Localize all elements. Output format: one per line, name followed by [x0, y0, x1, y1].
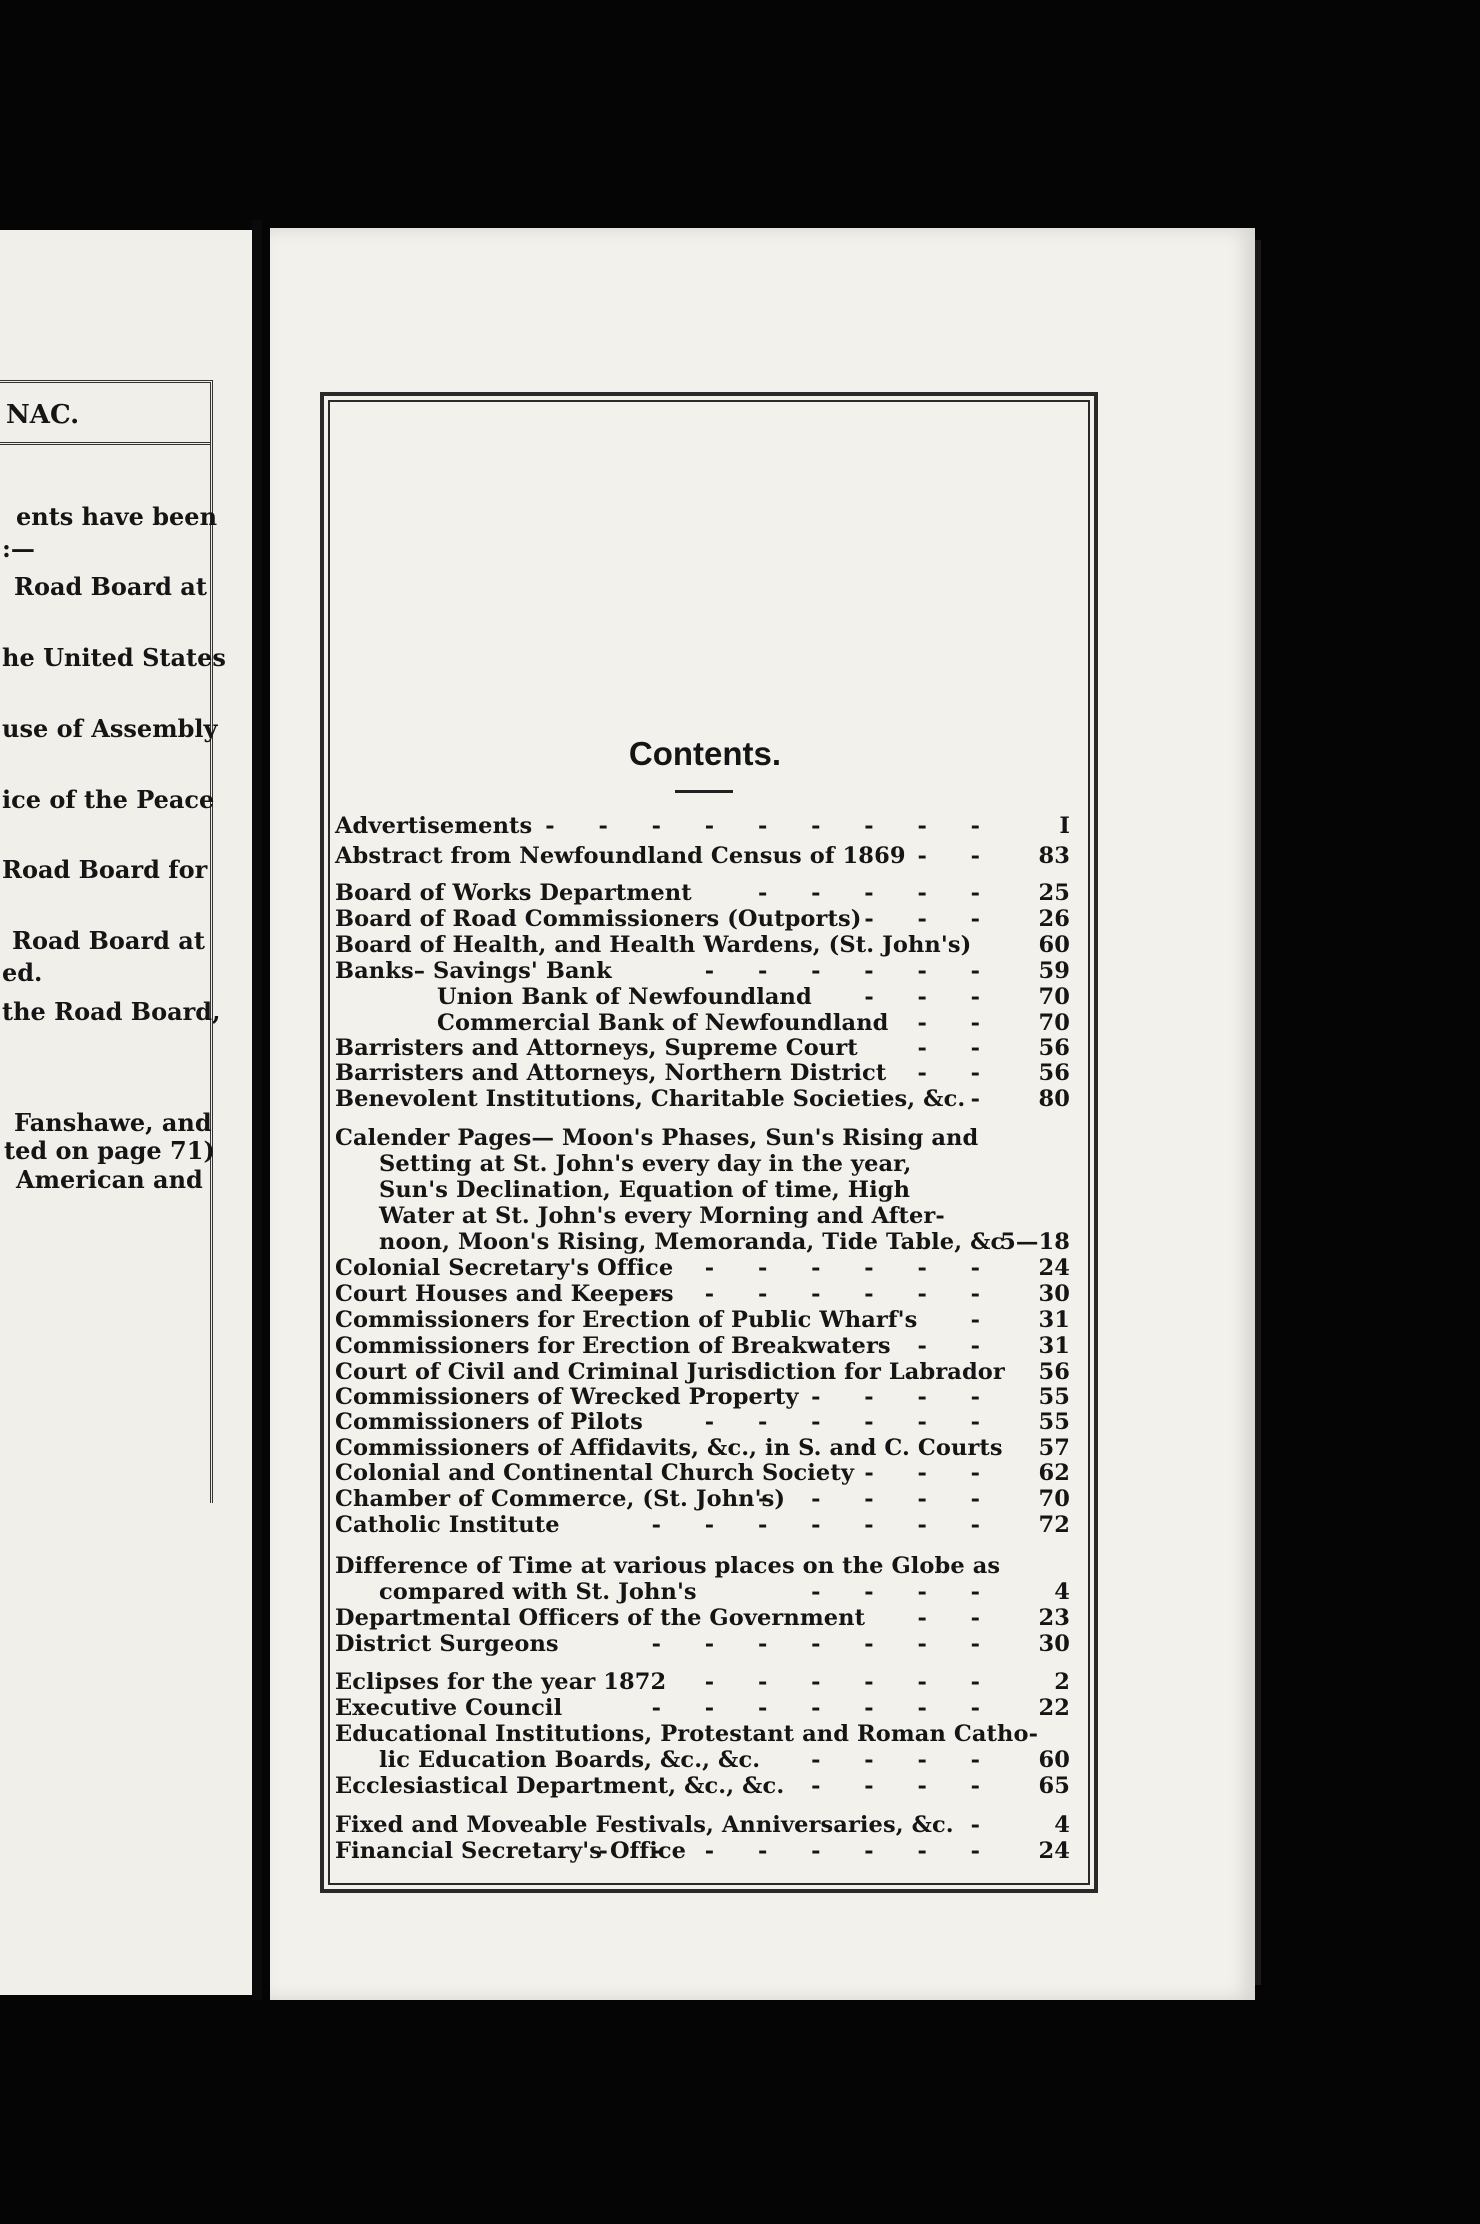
left-line: American and	[16, 1165, 203, 1194]
toc-entry: Commissioners of Wrecked Property - - - - 55	[335, 1384, 1070, 1410]
left-line: Road Board at	[14, 572, 207, 601]
toc-entry: Difference of Time at various places on the Globe as	[335, 1553, 1001, 1579]
toc-entry: Board of Works Department - - - - - 25	[335, 880, 1070, 906]
toc-entry: Board of Road Commissioners (Outports) - - - 26	[335, 906, 1070, 932]
left-line: use of Assembly	[2, 714, 218, 743]
toc-entry: noon, Moon's Rising, Memoranda, Tide Table, &c 5—18	[379, 1229, 1070, 1255]
toc-entry: Commissioners for Erection of Public Wharf's - 31	[335, 1307, 1070, 1333]
toc-entry: Union Bank of Newfoundland - - - 70	[437, 984, 1070, 1010]
toc-entry: Court Houses and Keepers - - - - - - - 30	[335, 1281, 1070, 1307]
left-line: :—	[2, 534, 35, 563]
left-line: ents have been	[16, 502, 218, 531]
left-line: Road Board for	[2, 855, 208, 884]
toc-entry: Catholic Institute - - - - - - - 72	[335, 1512, 1070, 1538]
toc-entry: Ecclesiastical Department, &c., &c. - - - - 65	[335, 1773, 1070, 1799]
toc-entry: Barristers and Attorneys, Supreme Court - - 56	[335, 1035, 1070, 1061]
toc-entry: Setting at St. John's every day in the year,	[379, 1151, 912, 1177]
left-line: ice of the Peace	[2, 785, 215, 814]
toc-entry: Commissioners for Erection of Breakwaters - - 31	[335, 1333, 1070, 1359]
toc-entry: Sun's Declination, Equation of time, High	[379, 1177, 911, 1203]
toc-entry: Commercial Bank of Newfoundland - - 70	[437, 1010, 1070, 1036]
toc-entry: Fixed and Moveable Festivals, Anniversaries, &c. - 4	[335, 1812, 1070, 1838]
toc-entry: Benevolent Institutions, Charitable Societies, &c. - 80	[335, 1086, 1070, 1112]
toc-entry: Barristers and Attorneys, Northern District - - 56	[335, 1060, 1070, 1086]
page-edge	[1255, 240, 1261, 1985]
left-line: Road Board at	[12, 926, 205, 955]
title-rule	[675, 790, 733, 793]
toc-entry: Water at St. John's every Morning and After-	[379, 1203, 945, 1229]
toc-entry: Banks– Savings' Bank - - - - - - 59	[335, 958, 1070, 984]
left-line: he United States	[2, 643, 226, 672]
toc-entry: Board of Health, and Health Wardens, (St. John's) 60	[335, 932, 1070, 958]
toc-entry: Educational Institutions, Protestant and Roman Catho-	[335, 1721, 1039, 1747]
toc-entry: Abstract from Newfoundland Census of 1869 - - 83	[335, 843, 1070, 869]
left-line: the Road Board,	[2, 997, 221, 1026]
toc-entry: Departmental Officers of the Government - - 23	[335, 1605, 1070, 1631]
toc-entry: Commissioners of Affidavits, &c., in S. and C. Courts 57	[335, 1435, 1070, 1461]
toc-entry: Commissioners of Pilots - - - - - - 55	[335, 1409, 1070, 1435]
toc-entry: Financial Secretary's Office - - - - - - - - 24	[335, 1838, 1070, 1864]
toc-entry: Executive Council - - - - - - - 22	[335, 1695, 1070, 1721]
page-gutter	[252, 220, 262, 2000]
toc-entry: Court of Civil and Criminal Jurisdiction for Labrador 56	[335, 1359, 1070, 1385]
left-page-header: NAC.	[6, 400, 80, 430]
toc-entry: lic Education Boards, &c., &c. - - - - 60	[379, 1747, 1070, 1773]
toc-entry: Colonial and Continental Church Society - - - 62	[335, 1460, 1070, 1486]
left-line: ted on page 71)	[4, 1136, 215, 1165]
toc-entry: Eclipses for the year 1872 - - - - - - 2	[335, 1669, 1070, 1695]
toc-entry: compared with St. John's - - - - 4	[379, 1579, 1070, 1605]
left-line: Fanshawe, and	[14, 1108, 212, 1137]
toc-entry: Calender Pages— Moon's Phases, Sun's Rising and	[335, 1125, 979, 1151]
toc-entry: Advertisements - - - - - - - - - I	[335, 813, 1070, 839]
contents-title: Contents.	[628, 735, 782, 772]
toc-entry: Chamber of Commerce, (St. John's) - - - - - 70	[335, 1486, 1070, 1512]
toc-entry: Colonial Secretary's Office - - - - - - 24	[335, 1255, 1070, 1281]
left-page-rule	[0, 442, 210, 445]
left-line: ed.	[2, 958, 43, 987]
toc-entry: District Surgeons - - - - - - - 30	[335, 1631, 1070, 1657]
